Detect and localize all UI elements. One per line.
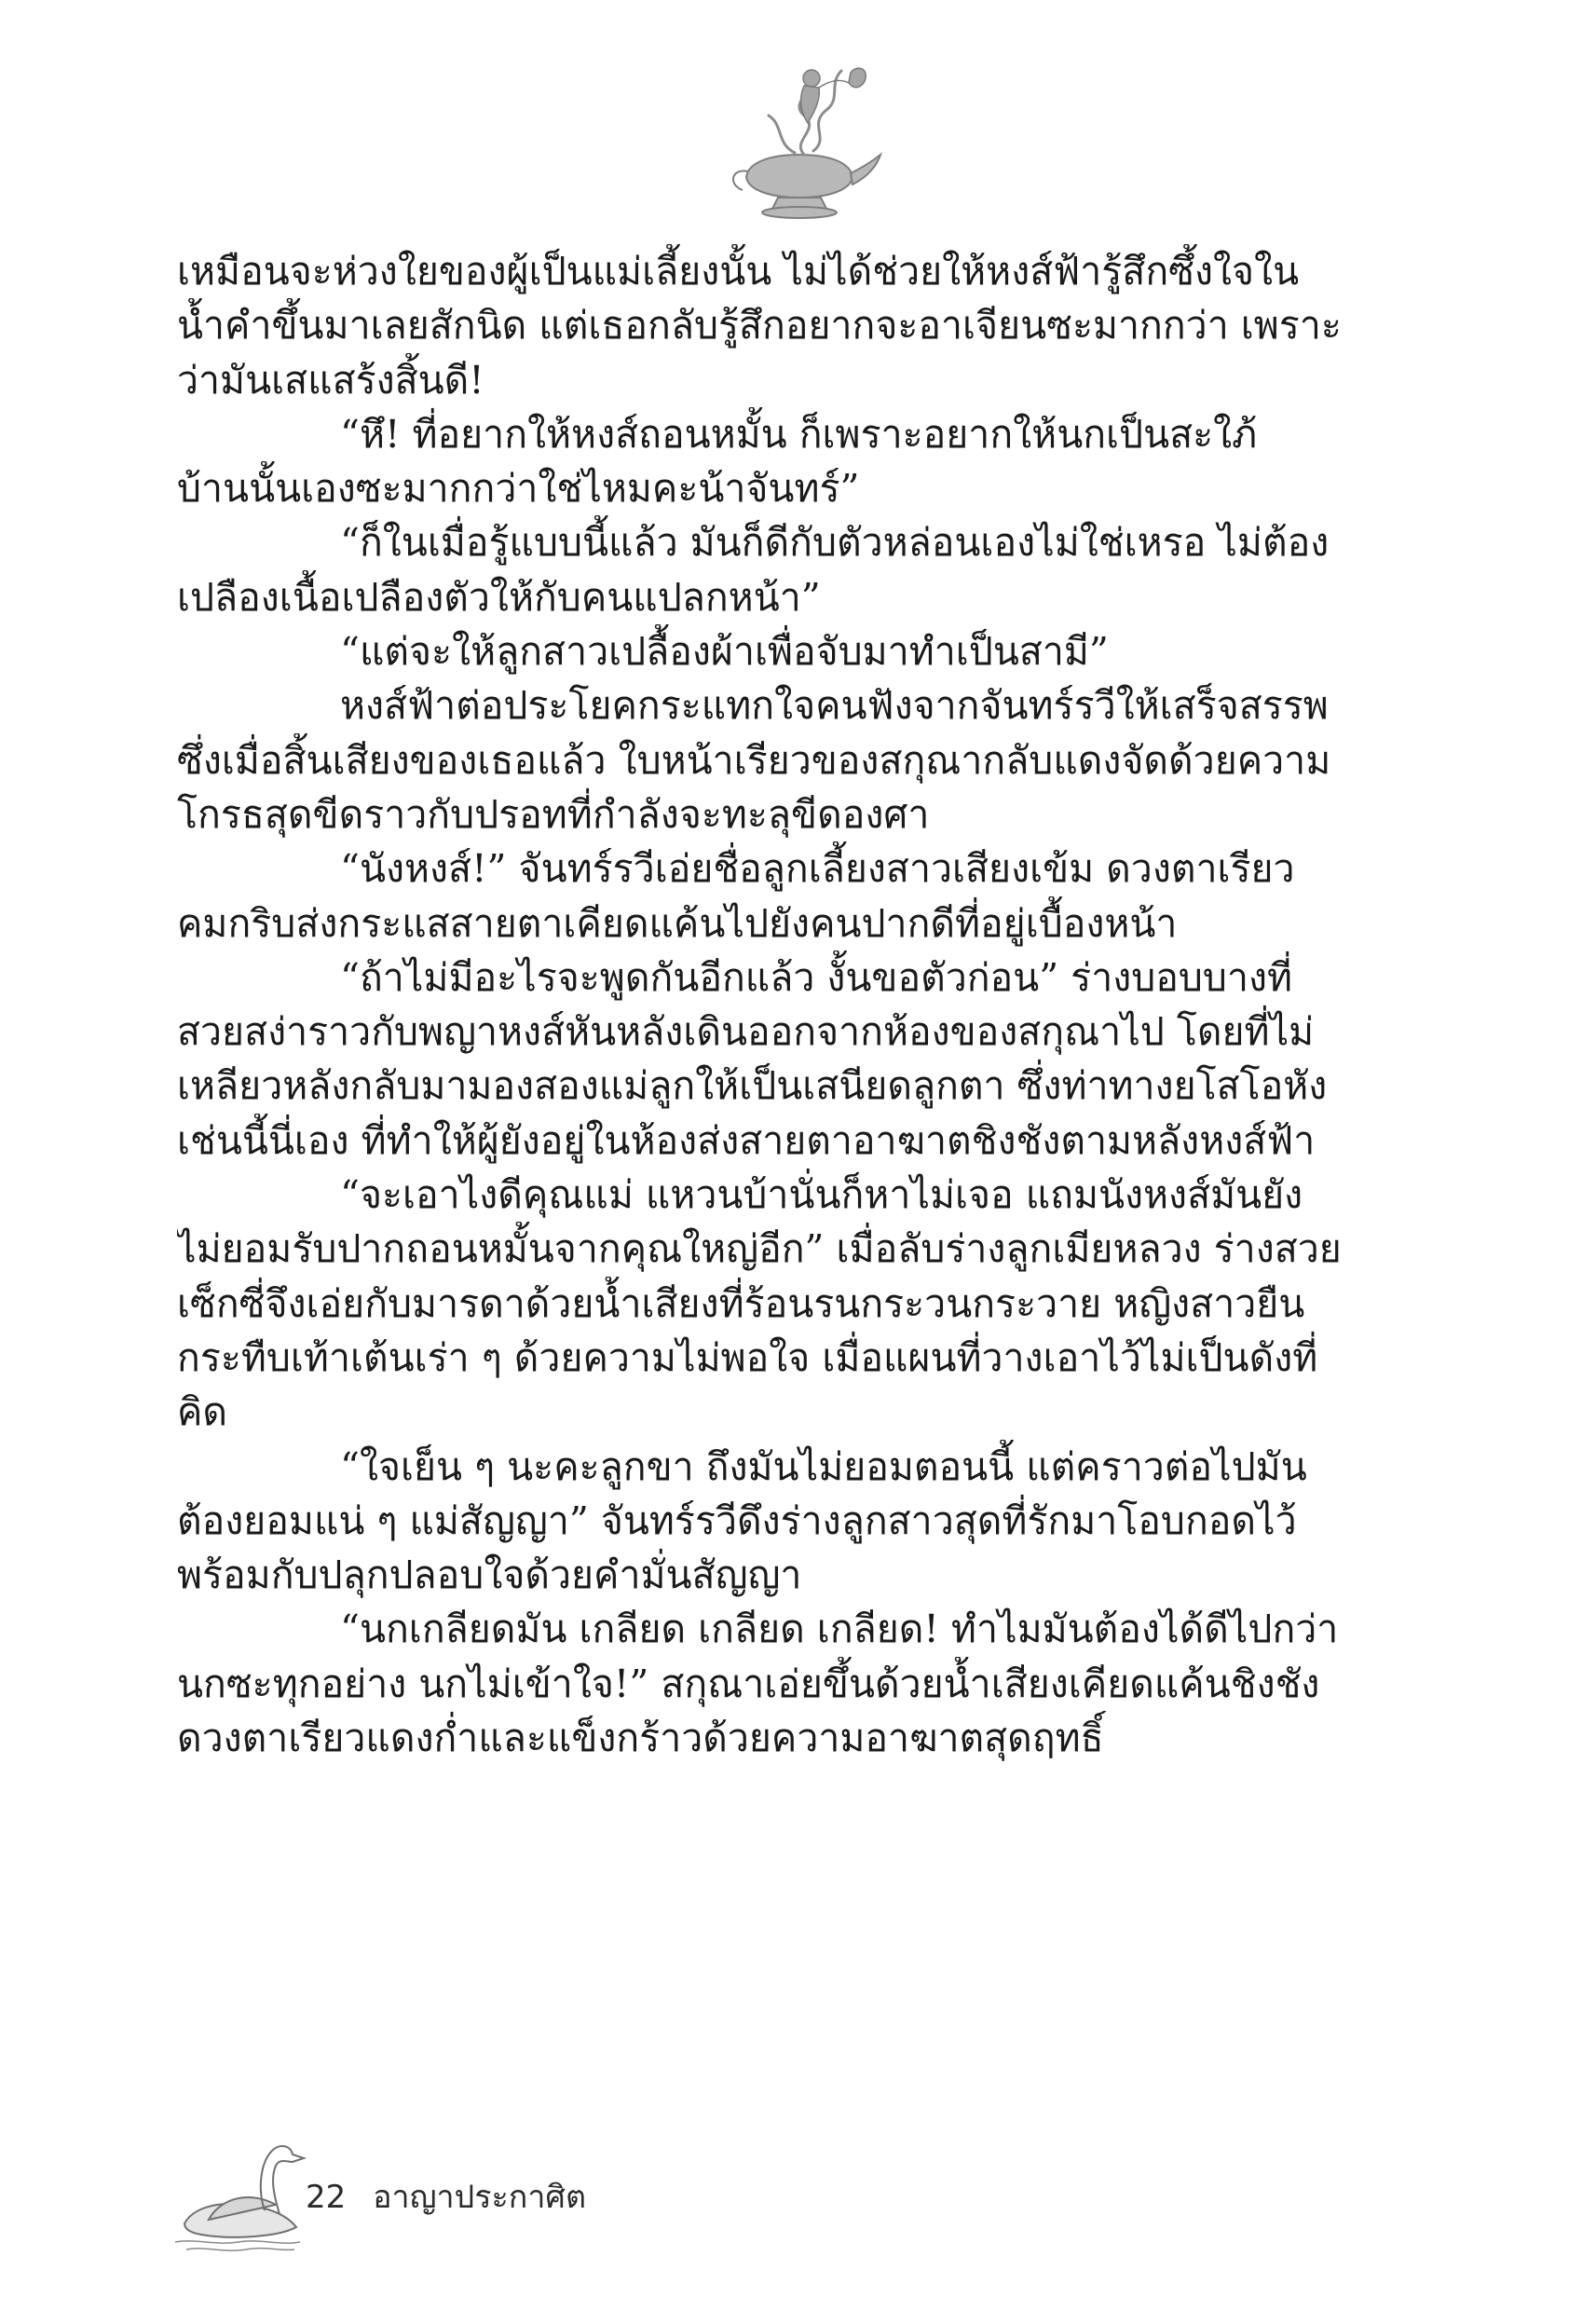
text-line: ซึ่งเมื่อสิ้นเสียงของเธอแล้ว ใบหน้าเรียวของสกุณากลับแดงจัดด้วยความ — [177, 737, 1331, 783]
paragraph — [177, 407, 1379, 516]
text-line: คมกริบส่งกระแสสายตาเคียดแค้นไปยังคนปากดีที่อยู่เบื้องหน้า — [177, 900, 1178, 946]
text-line: ไม่ยอมรับปากถอนหมั้นจากคุณใหญ่อีก” เมื่อลับร่างลูกเมียหลวง ร่างสวย — [177, 1226, 1342, 1272]
text-line: “หึ! ที่อยากให้หงส์ถอนหมั้น ก็เพราะอยากให้นกเป็นสะใภ้ — [340, 411, 1258, 457]
page-footer — [168, 2134, 727, 2264]
text-line: ดวงตาเรียวแดงก่ำและแข็งกร้าวด้วยความอาฆาตสุดฤทธิ์ — [177, 1716, 1104, 1761]
text-line: กระทืบเท้าเต้นเร่า ๆ ด้วยความไม่พอใจ เมื่อแผนที่วางเอาไว้ไม่เป็นดังที่ — [177, 1334, 1318, 1380]
text-line: คิด — [177, 1389, 228, 1435]
paragraph — [177, 678, 1379, 841]
text-line: “แต่จะให้ลูกสาวเปลื้องผ้าเพื่อจับมาทำเป็นสามี” — [340, 629, 1109, 675]
text-line: โกรธสุดขีดราวกับปรอทที่กำลังจะทะลุขีดองศา — [177, 791, 930, 837]
text-line: “ถ้าไม่มีอะไรจะพูดกันอีกแล้ว งั้นขอตัวก่อน” ร่างบอบบางที่ — [340, 954, 1293, 1000]
text-line: เช่นนี้นี่เอง ที่ทำให้ผู้ยังอยู่ในห้องส่งสายตาอาฆาตชิงชังตามหลังหงส์ฟ้า — [177, 1117, 1316, 1163]
page-folio — [306, 2171, 586, 2222]
text-line: น้ำคำขึ้นมาเลยสักนิด แต่เธอกลับรู้สึกอยากจะอาเจียนซะมากกว่า เพราะ — [177, 303, 1342, 349]
genie-lamp-ornament-icon — [711, 58, 888, 226]
paragraph — [177, 515, 1379, 624]
text-line: “ใจเย็น ๆ นะคะลูกขา ถึงมันไม่ยอมตอนนี้ แต่คราวต่อไปมัน — [340, 1443, 1307, 1489]
text-line: ต้องยอมแน่ ๆ แม่สัญญา” จันทร์รวีดึงร่างลูกสาวสุดที่รักมาโอบกอดไว้ — [177, 1497, 1297, 1543]
swan-icon — [168, 2134, 307, 2255]
text-line: “นังหงส์!” จันทร์รวีเอ่ยชื่อลูกเลี้ยงสาวเสียงเข้ม ดวงตาเรียว — [340, 846, 1295, 892]
text-line: พร้อมกับปลุกปลอบใจด้วยคำมั่นสัญญา — [177, 1552, 802, 1598]
paragraph — [177, 1602, 1379, 1765]
body-text — [177, 244, 1379, 1765]
page-number: 22 — [306, 2179, 347, 2216]
paragraph — [177, 841, 1379, 950]
text-line: หงส์ฟ้าต่อประโยคกระแทกใจคนฟังจากจันทร์รวีให้เสร็จสรรพ — [340, 683, 1329, 729]
text-line: เหมือนจะห่วงใยของผู้เป็นแม่เลี้ยงนั้น ไม่ได้ช่วยให้หงส์ฟ้ารู้สึกซึ้งใจใน — [177, 249, 1300, 294]
paragraph — [177, 244, 1379, 407]
paragraph — [177, 624, 1379, 678]
text-line: บ้านนั้นเองซะมากกว่าใช่ไหมคะน้าจันทร์” — [177, 466, 860, 512]
text-line: “จะเอาไงดีคุณแม่ แหวนบ้านั่นก็หาไม่เจอ แถมนังหงส์มันยัง — [340, 1172, 1303, 1218]
paragraph — [177, 950, 1379, 1168]
text-line: “ก็ในเมื่อรู้แบบนี้แล้ว มันก็ดีกับตัวหล่อนเองไม่ใช่เหรอ ไม่ต้อง — [340, 520, 1330, 566]
text-line: นกซะทุกอย่าง นกไม่เข้าใจ!” สกุณาเอ่ยขึ้นด้วยน้ำเสียงเคียดแค้นชิงชัง — [177, 1661, 1320, 1706]
text-line: เซ็กซี่จึงเอ่ยกับมารดาด้วยน้ำเสียงที่ร้อนรนกระวนกระวาย หญิงสาวยืน — [177, 1280, 1305, 1326]
book-title: อาญาประกาศิต — [373, 2179, 587, 2216]
text-line: ว่ามันเสแสร้งสิ้นดี! — [177, 357, 484, 403]
text-line: เปลืองเนื้อเปลืองตัวให้กับคนแปลกหน้า” — [177, 574, 821, 620]
paragraph — [177, 1168, 1379, 1439]
paragraph — [177, 1440, 1379, 1603]
text-line: สวยสง่าราวกับพญาหงส์หันหลังเดินออกจากห้องของสกุณาไป โดยที่ไม่ — [177, 1009, 1315, 1055]
text-line: “นกเกลียดมัน เกลียด เกลียด เกลียด! ทำไมมันต้องได้ดีไปกว่า — [340, 1607, 1339, 1652]
text-line: เหลียวหลังกลับมามองสองแม่ลูกให้เป็นเสนียดลูกตา ซึ่งท่าทางยโสโอหัง — [177, 1063, 1328, 1109]
